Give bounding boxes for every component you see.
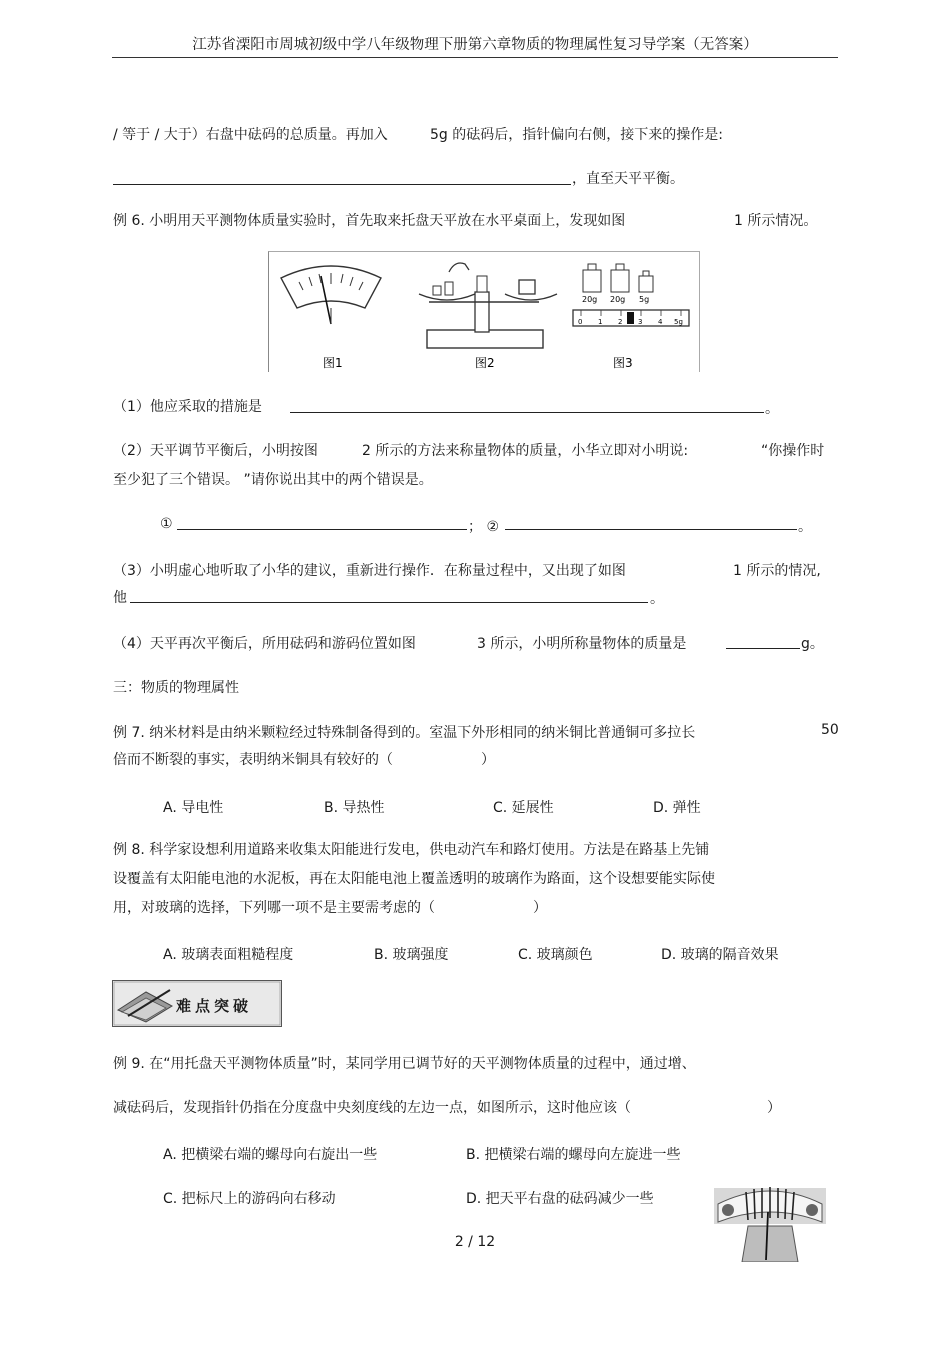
text-line: 5g 的砝码后，指针偏向右侧，接下来的操作是: (430, 127, 723, 143)
answer-blank (177, 515, 467, 534)
example-6-text: 例 6. 小明用天平测物体质量实验时，首先取来托盘天平放在水平桌面上，发现如图 (113, 213, 626, 229)
example-8-text: 用，对玻璃的选择，下列哪一项不是主要需考虑的（ (113, 900, 435, 916)
option-d[interactable]: D. 把天平右盘的砝码减少一些 (466, 1191, 654, 1207)
page-header: 江苏省溧阳市周城初级中学八年级物理下册第六章物质的物理属性复习导学案（无答案） (192, 37, 758, 53)
difficulty-banner (112, 980, 282, 1027)
option-b[interactable]: B. 导热性 (324, 800, 385, 816)
example-7-text: 例 7. 纳米材料是由纳米颗粒经过特殊制备得到的。室温下外形相同的纳米铜比普通铜可多拉长 (113, 725, 696, 741)
answer-blank (505, 515, 797, 534)
option-d[interactable]: D. 玻璃的隔音效果 (661, 947, 779, 963)
text-line: g。 (801, 636, 824, 652)
banner-icon (112, 980, 282, 1027)
figure-caption: 图1 (323, 356, 343, 370)
text-line: ，直至天平平衡。 (572, 171, 684, 187)
ruler-tick: 4 (658, 318, 663, 326)
example-6-text: 1 所示情况。 (734, 213, 818, 229)
text-line: 。 (798, 519, 812, 535)
example-9-text: ） (767, 1100, 781, 1116)
text-line: 。 (765, 401, 779, 417)
weight-label: 5g (639, 295, 650, 304)
question-1-text: （1）他应采取的措施是 (113, 399, 262, 415)
section-heading: 三：物质的物理属性 (113, 680, 239, 696)
balance-figure-svg (269, 252, 699, 372)
page-number: 2 / 12 (454, 1234, 496, 1250)
answer-blank (130, 588, 648, 607)
balance-scale-icon (419, 263, 557, 348)
option-d[interactable]: D. 弹性 (653, 800, 701, 816)
circle-two: ； ② (468, 519, 500, 535)
option-a[interactable]: A. 玻璃表面粗糙程度 (163, 947, 294, 963)
weight-label: 20g (610, 295, 626, 304)
pointer-dial-icon (714, 1182, 826, 1262)
pointer-dial-figure (714, 1182, 826, 1262)
question-2-text: （2）天平调节平衡后，小明按图 (113, 443, 318, 459)
figure-caption: 图2 (475, 356, 495, 370)
option-b[interactable]: B. 玻璃强度 (374, 947, 449, 963)
ruler-tick: 5g (674, 318, 683, 326)
figure-caption: 图3 (613, 356, 633, 370)
answer-blank (726, 634, 800, 653)
example-8-text: 设覆盖有太阳能电池的水泥板，再在太阳能电池上覆盖透明的玻璃作为路面，这个设想要能实际使 (113, 871, 715, 887)
question-3-text: （3）小明虚心地听取了小华的建议，重新进行操作．在称量过程中，又出现了如图 (113, 563, 626, 579)
example-8-text: 例 8. 科学家设想利用道路来收集太阳能进行发电，供电动汽车和路灯使用。方法是在路基上先铺 (113, 842, 710, 858)
option-b[interactable]: B. 把横梁右端的螺母向左旋进一些 (466, 1147, 681, 1163)
answer-blank (113, 170, 571, 189)
weight-label: 20g (582, 295, 598, 304)
example-9-text: 例 9. 在“用托盘天平测物体质量”时，某同学用已调节好的天平测物体质量的过程中，通过增、 (113, 1056, 696, 1072)
dial-icon (281, 266, 381, 324)
example-9-text: 减砝码后，发现指针仍指在分度盘中央刻度线的左边一点，如图所示，这时他应该（ (113, 1100, 631, 1116)
question-3-text: 他 (113, 590, 127, 606)
answer-blank (290, 398, 764, 417)
option-a[interactable]: A. 导电性 (163, 800, 224, 816)
text-line: 。 (650, 591, 664, 607)
example-8-text: ） (533, 900, 547, 916)
header-rule (112, 57, 838, 58)
option-a[interactable]: A. 把横梁右端的螺母向右旋出一些 (163, 1147, 378, 1163)
ruler-tick: 1 (598, 318, 603, 326)
example-7-text: 50 (821, 722, 839, 738)
example-7-text: 倍而不断裂的事实，表明纳米铜具有较好的（ (113, 752, 393, 768)
ruler-tick: 2 (618, 318, 623, 326)
ruler-tick: 3 (638, 318, 643, 326)
banner-title: 难点突破 (176, 997, 253, 1015)
balance-figure (268, 251, 700, 372)
question-4-text: 3 所示，小明所称量物体的质量是 (477, 636, 687, 652)
example-7-text: ） (481, 752, 495, 768)
ruler-icon (573, 310, 689, 326)
question-4-text: （4）天平再次平衡后，所用砝码和游码位置如图 (113, 636, 416, 652)
circle-one: ① (160, 516, 173, 532)
text-line: / 等于 / 大于）右盘中砝码的总质量。再加入 (113, 127, 388, 143)
question-2-text: “你操作时 (761, 443, 825, 459)
ruler-tick: 0 (578, 318, 583, 326)
weights-icon (582, 264, 653, 304)
question-2-text: 至少犯了三个错误。 ”请你说出其中的两个错误是。 (113, 472, 433, 488)
question-3-text: 1 所示的情况, (733, 563, 821, 579)
option-c[interactable]: C. 玻璃颜色 (518, 947, 593, 963)
question-2-text: 2 所示的方法来称量物体的质量，小华立即对小明说: (362, 443, 689, 459)
option-c[interactable]: C. 延展性 (493, 800, 554, 816)
option-c[interactable]: C. 把标尺上的游码向右移动 (163, 1191, 336, 1207)
